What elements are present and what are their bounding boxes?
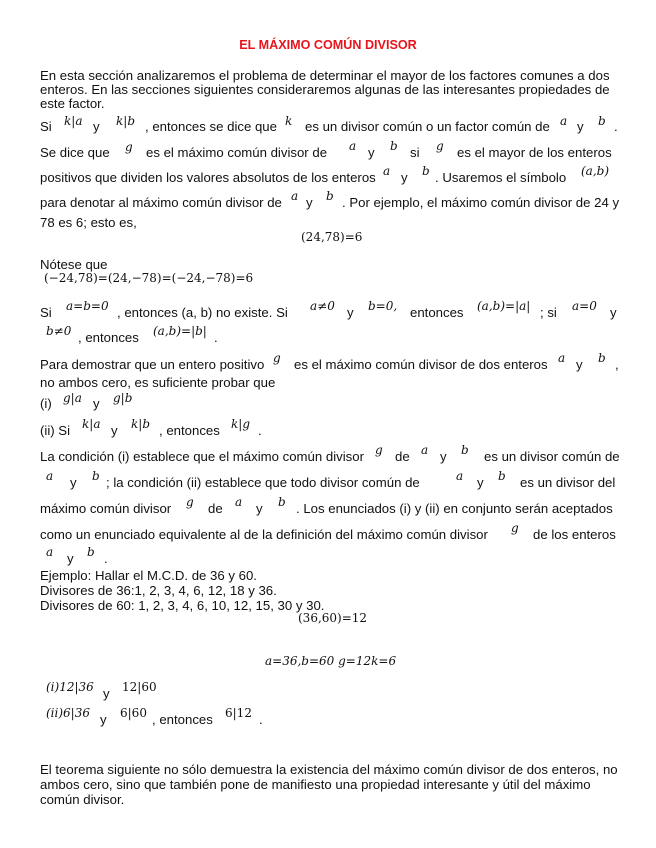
text-no-ambos-cero: no ambos cero, es suficiente probar que xyxy=(40,375,276,390)
text-condicion-ii: ; la condición (ii) establece que todo divisor común de xyxy=(106,475,420,490)
text-entonces: , entonces xyxy=(152,712,213,727)
math-k-divides-b: k|b xyxy=(131,417,150,431)
text-de: de xyxy=(395,449,410,464)
text-de-los-enteros: de los enteros xyxy=(533,527,616,542)
math-a: a xyxy=(46,469,54,483)
text-mcd-dos-enteros: es el máximo común divisor de dos enteros xyxy=(294,357,548,372)
text-divisor-comun: es un divisor común o un factor común de xyxy=(305,119,550,134)
math-b: b xyxy=(598,351,606,365)
math-g: g xyxy=(436,139,444,153)
text-78-es-6: 78 es 6; esto es, xyxy=(40,215,137,230)
text-comma: , xyxy=(615,357,619,372)
text-divisor-del: es un divisor del xyxy=(520,475,616,490)
text-y: y xyxy=(256,501,263,516)
text-mayor-enteros: es el mayor de los enteros xyxy=(457,145,612,160)
text-si: Si xyxy=(40,305,52,320)
math-b: b xyxy=(598,114,606,128)
text-y: y xyxy=(70,475,77,490)
text-y: y xyxy=(100,712,107,727)
math-g: g xyxy=(186,495,194,509)
text-y: y xyxy=(93,119,100,134)
math-a: a xyxy=(421,443,429,457)
text-enunciado-equivalente: como un enunciado equivalente al de la definición del máximo común divisor xyxy=(40,527,488,542)
text-divisor-comun-de: es un divisor común de xyxy=(484,449,620,464)
text-period: . xyxy=(214,330,218,345)
math-k-divides-a: k|a xyxy=(82,417,101,431)
text-y: y xyxy=(577,119,584,134)
text-entonces: , entonces xyxy=(159,423,220,438)
text-y: y xyxy=(347,305,354,320)
text-y: y xyxy=(103,686,110,701)
text-entonces: , entonces xyxy=(78,330,139,345)
text-entonces: , entonces se dice que xyxy=(145,119,277,134)
text-por-ejemplo: . Por ejemplo, el máximo común divisor de 24 y xyxy=(342,195,620,210)
math-k-divides-g: k|g xyxy=(231,417,250,431)
text-y: y xyxy=(440,449,447,464)
equation-gcd-24-78: (24,78)=6 xyxy=(301,230,363,244)
math-b-not-zero: b≠0 xyxy=(46,324,72,338)
intro-line-1: En esta sección analizaremos el problema de determinar el mayor de los factores comunes a dos xyxy=(40,68,610,83)
example-title: Ejemplo: Hallar el M.C.D. de 36 y 60. xyxy=(40,568,257,583)
text-si: Si xyxy=(40,119,52,134)
closing-line-1: El teorema siguiente no sólo demuestra la existencia del máximo común divisor de dos enteros, no xyxy=(40,762,618,777)
math-k-divides-a: k|a xyxy=(64,114,83,128)
math-a-zero: a=0 xyxy=(572,299,597,313)
text-condicion-i: La condición (i) establece que el máximo común divisor xyxy=(40,449,364,464)
text-y: y xyxy=(401,170,408,185)
math-b: b xyxy=(422,164,430,178)
text-positivos: positivos que dividen los valores absolutos de los enteros xyxy=(40,170,376,185)
math-12-divides-60: 12|60 xyxy=(122,680,157,694)
math-g: g xyxy=(273,351,281,365)
math-a-b-symbol: (a,b) xyxy=(581,164,610,178)
text-mcd: máximo común divisor xyxy=(40,501,172,516)
math-a: a xyxy=(46,545,54,559)
equation-negatives: (−24,78)=(24,−78)=(−24,−78)=6 xyxy=(44,271,254,285)
text-y: y xyxy=(477,475,484,490)
text-notese: Nótese que xyxy=(40,257,108,272)
text-period: . xyxy=(614,119,618,134)
math-a-b-zero: a=b=0 xyxy=(66,299,109,313)
math-gcd-abs-b: (a,b)=|b| xyxy=(153,324,207,338)
math-k: k xyxy=(285,114,293,128)
math-a: a xyxy=(291,189,299,203)
text-y: y xyxy=(67,551,74,566)
text-no-existe: , entonces (a, b) no existe. Si xyxy=(117,305,288,320)
text-entonces: entonces xyxy=(410,305,464,320)
text-y: y xyxy=(93,396,100,411)
text-para-denotar: para denotar al máximo común divisor de xyxy=(40,195,282,210)
math-b: b xyxy=(461,443,469,457)
intro-line-2: enteros. En las secciones siguientes consideraremos algunas de las interesantes propiedades de xyxy=(40,82,610,97)
math-6-divides-60: 6|60 xyxy=(120,706,147,720)
math-a: a xyxy=(349,139,357,153)
text-si: ; si xyxy=(540,305,557,320)
text-usaremos: . Usaremos el símbolo xyxy=(435,170,567,185)
text-y: y xyxy=(368,145,375,160)
math-b-zero: b=0, xyxy=(368,299,398,313)
intro-line-3: este factor. xyxy=(40,96,105,111)
math-ii-6-divides-36: (ii)6|36 xyxy=(46,706,90,720)
math-gcd-abs-a: (a,b)=|a| xyxy=(477,299,531,313)
text-mcd-de: es el máximo común divisor de xyxy=(146,145,328,160)
divisors-of-36: Divisores de 36:1, 2, 3, 4, 6, 12, 18 y 36. xyxy=(40,583,277,598)
text-y: y xyxy=(111,423,118,438)
math-g-divides-b: g|b xyxy=(113,391,133,405)
closing-line-3: común divisor. xyxy=(40,792,125,807)
condition-ii-label: (ii) Si xyxy=(40,423,71,438)
math-g: g xyxy=(125,140,133,154)
text-y: y xyxy=(306,195,313,210)
text-se-dice: Se dice que xyxy=(40,145,110,160)
math-g-divides-a: g|a xyxy=(63,391,82,405)
math-g: g xyxy=(375,443,383,457)
text-y: y xyxy=(610,305,617,320)
math-b: b xyxy=(390,139,398,153)
math-a: a xyxy=(383,164,391,178)
text-period: . xyxy=(104,551,108,566)
text-de: de xyxy=(208,501,223,516)
equation-gcd-36-60: (36,60)=12 xyxy=(298,611,368,625)
text-para-demostrar: Para demostrar que un entero positivo xyxy=(40,357,265,372)
text-y: y xyxy=(576,357,583,372)
closing-line-2: ambos cero, sino que también pone de manifiesto una propiedad interesante y útil del máximo xyxy=(40,777,591,792)
divisors-of-60: Divisores de 60: 1, 2, 3, 4, 6, 10, 12, 15, 30 y 30. xyxy=(40,598,325,613)
math-6-divides-12: 6|12 xyxy=(225,706,252,720)
text-si: si xyxy=(410,145,420,160)
math-a: a xyxy=(560,114,568,128)
page-title: EL MÁXIMO COMÚN DIVISOR xyxy=(239,38,417,52)
math-a: a xyxy=(235,495,243,509)
math-b: b xyxy=(326,189,334,203)
math-b: b xyxy=(92,469,100,483)
math-b: b xyxy=(498,469,506,483)
math-a: a xyxy=(558,351,566,365)
text-period: . xyxy=(259,712,263,727)
math-a: a xyxy=(456,469,464,483)
equation-values: a=36,b=60 g=12k=6 xyxy=(265,654,397,668)
math-a-not-zero: a≠0 xyxy=(310,299,335,313)
math-b: b xyxy=(278,495,286,509)
math-g: g xyxy=(511,521,519,535)
condition-i-label: (i) xyxy=(40,396,52,411)
math-b: b xyxy=(87,545,95,559)
math-i-12-divides-36: (i)12|36 xyxy=(46,680,94,694)
math-k-divides-b: k|b xyxy=(116,114,135,128)
text-period: . xyxy=(258,423,262,438)
text-enunciados: . Los enunciados (i) y (ii) en conjunto serán aceptados xyxy=(296,501,613,516)
